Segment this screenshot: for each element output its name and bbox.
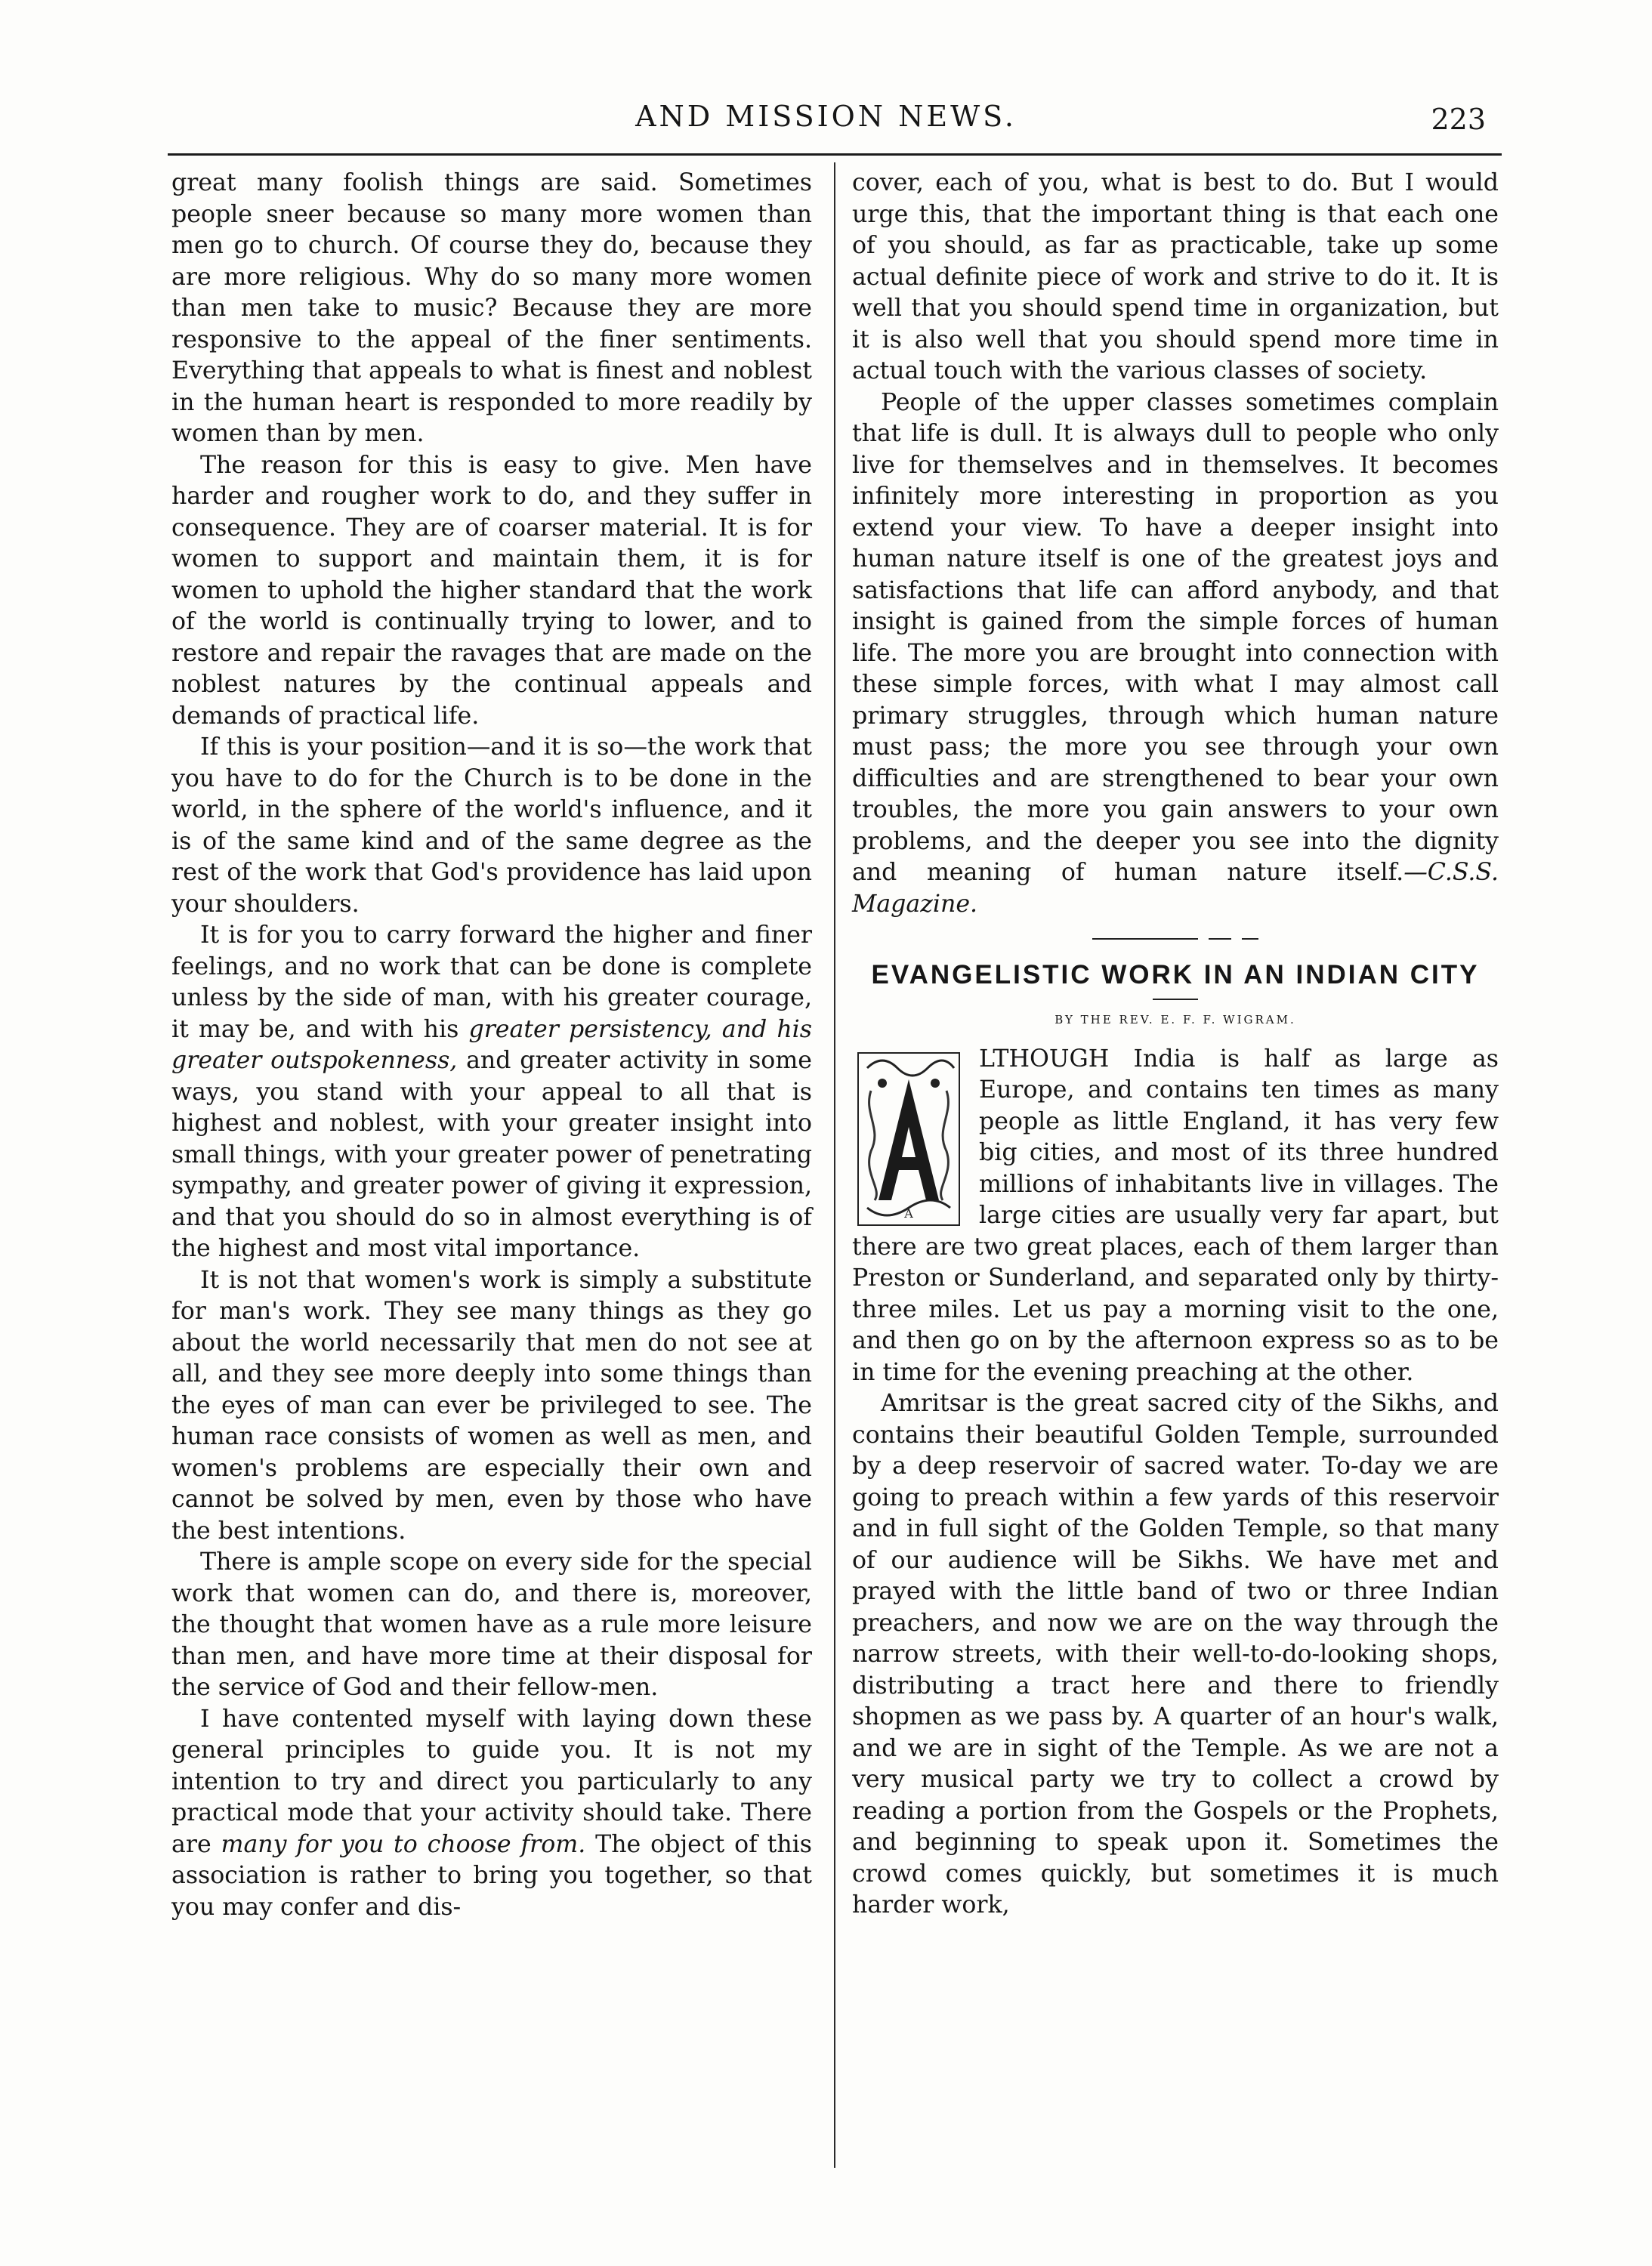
section-ornament: [852, 920, 1499, 958]
paragraph: [171, 920, 812, 1265]
italic-text: many for you to choose from.: [221, 1830, 586, 1858]
byline: BY THE REV. E. F. F. WIGRAM.: [1055, 1013, 1296, 1026]
page-number: 223: [1431, 103, 1486, 136]
text-run: People of the upper classes sometimes complain that life is dull. It is always dull to people who only live for themselves and in themselves. It becomes infinitely more interesting in proportion as you extend your view. To have a deeper insight into human nature itself is one of the greatest joys and satisfactions that life can afford anybody, and that insight is gained from the simple forces of human life. The more you are brought into connection with these simple forces, with what I may almost call primary struggles, through which human nature must pass; the more you see through your own difficulties and are strengthened to bear your own troubles, the more you gain answers to your own problems, and the deeper you see into the dignity and meaning of human nature itself.: [852, 388, 1499, 886]
running-head: [0, 100, 1652, 145]
dropcap-letter: A: [904, 1206, 913, 1221]
italic-text: greater persistency, and his greater outspokenness,: [171, 1015, 812, 1074]
text-run: and greater activity in some ways, you stand with your appeal to all that is highest and noblest, with your greater insight into small things, with your greater power of penetrating sympathy, and greater power of giving it expression, and that you should do so in almost everything is of the highest and most vital importance.: [171, 1047, 812, 1262]
text-run: LTHOUGH India is half as large as Europe, and contains ten times as many people as little England, it has very few big cities, and most of its three hundred millions of inhabitants live in villages. The large cities are usually very far apart, but there are two great places, each of them larger than Preston or Sunderland, and separated only by thirty-three miles. Let us pay a morning visit to the one, and then go on by the afternoon express so as to be in time for the evening preaching at the other.: [852, 1045, 1499, 1386]
paragraph: cover, each of you, what is best to do. But I would urge this, that the important thing is that each one of you should, as far as practicable, take up some actual definite piece of work and strive to do it. It is well that you should spend time in organization, but it is also well that you should spend more time in actual touch with the various classes of society.: [852, 169, 1499, 384]
article-paragraph: Amritsar is the great sacred city of the Sikhs, and contains their beautiful Golden Temple, surrounded by a deep reservoir of sacred water. To-day we are going to preach within a few yards of this reservoir and in full sight of the Golden Temple, so that many of our audience will be Sikhs. We have met and prayed with the little band of two or three Indian preachers, and now we are on the way through the narrow streets, with their well-to-do-looking shops, distributing a tract here and there to friendly shopmen as we pass by. A quarter of an hour's walk, and we are in sight of the Temple. As we are not a very musical party we try to collect a crowd by reading a portion from the Gospels or the Prophets, and beginning to speak upon it. Sometimes the crowd comes quickly, but sometimes it is much harder work,: [852, 1390, 1499, 1919]
left-column: [171, 168, 812, 1923]
paragraph: There is ample scope on every side for the special work that women can do, and there is, moreover, the thought that women have as a rule more leisure than men, and have more time at their disposal for the service of God and their fellow-men.: [171, 1548, 812, 1701]
text-run: The object of this association is rather to bring you together, so that you may confer and dis-: [171, 1830, 812, 1921]
title-rule: [1153, 999, 1198, 1000]
article-paragraph: [852, 1044, 1499, 1389]
header-rule: [168, 153, 1502, 156]
paragraph: great many foolish things are said. Sometimes people sneer because so many more women than men go to church. Of course they do, because they are more religious. Why do so many more women than men take to music? Because they are more responsive to the appeal of the finer sentiments. Everything that appeals to what is finest and noblest in the human heart is responded to more readily by women than by men.: [171, 169, 812, 447]
paragraph: [852, 387, 1499, 921]
text-run: It is for you to carry forward the higher and finer feelings, and no work that can be done is complete unless by the side of man, with his greater courage, it may be, and with his: [171, 922, 812, 1043]
article-title: EVANGELISTIC WORK IN AN INDIAN CITY: [871, 960, 1480, 989]
right-column: [852, 168, 1499, 1922]
paragraph: [171, 1704, 812, 1924]
running-title: AND MISSION NEWS.: [635, 100, 1017, 133]
paragraph: The reason for this is easy to give. Men have harder and rougher work to do, and they suffer in consequence. They are of coarser material. It is for women to support and maintain them, it is for women to uphold the higher standard that the work of the world is continually trying to lower, and to restore and repair the ravages that are made on the noblest natures by the continual appeals and demands of practical life.: [171, 451, 812, 730]
dropcap-illustration: [852, 1045, 965, 1230]
source-citation: —C.S.S. Magazine.: [852, 859, 1499, 918]
paragraph: It is not that women's work is simply a substitute for man's work. They see many things as they go about the world necessarily that men do not see at all, and they see more deeply into some things than the eyes of man can ever be privileged to see. The human race consists of women as well as men, and women's problems are especially their own and cannot be solved by men, even by those who have the best intentions.: [171, 1266, 812, 1545]
text-run: I have contented myself with laying down these general principles to guide you. It is not my intention to try and direct you particularly to any practical mode that your activity should take. There are: [171, 1705, 812, 1858]
column-divider: [834, 162, 835, 2168]
paragraph: If this is your position—and it is so—the work that you have to do for the Church is to be done in the world, in the sphere of the world's influence, and it is of the same kind and of the same degree as the rest of the work that God's providence has laid upon your shoulders.: [171, 733, 812, 918]
